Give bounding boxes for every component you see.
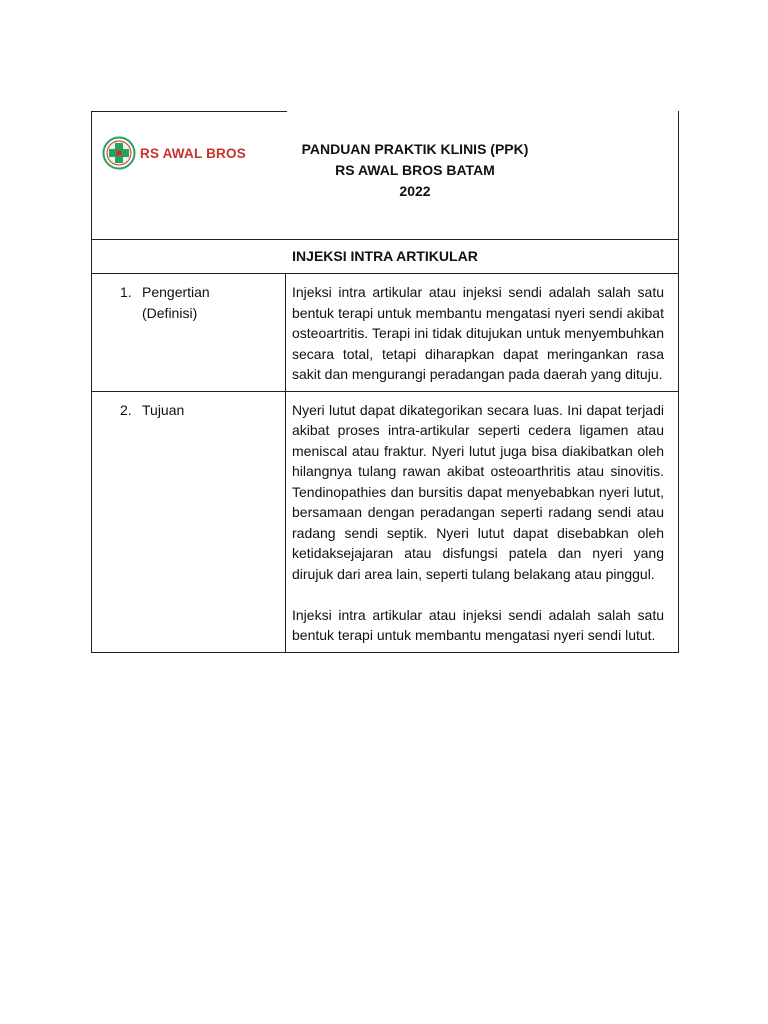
- title-line-1: PANDUAN PRAKTIK KLINIS (PPK): [301, 141, 529, 157]
- row-label-cell: [92, 274, 286, 391]
- row-label-cell: [92, 392, 286, 652]
- row-content-cell: [286, 392, 678, 652]
- row-content-cell: [286, 274, 678, 391]
- title-line-3: 2022: [399, 183, 431, 199]
- ppk-document: [91, 111, 679, 653]
- medical-cross-icon: [102, 136, 136, 170]
- row-label: Pengertian (Definisi): [142, 284, 210, 321]
- row-paragraph: Injeksi intra artikular atau injeksi sendi adalah salah satu bentuk terapi untuk membantu mengatasi nyeri sendi lutut.: [292, 606, 664, 643]
- document-title: [212, 139, 618, 202]
- section-title: INJEKSI INTRA ARTIKULAR: [91, 239, 679, 274]
- table-row: [91, 274, 679, 392]
- table-row: [91, 392, 679, 653]
- row-label: Tujuan: [142, 401, 185, 418]
- document-header: [91, 111, 679, 239]
- row-paragraph: Injeksi intra artikular atau injeksi sendi adalah salah satu bentuk terapi untuk membantu mengatasi nyeri sendi akibat osteoartritis. Terapi ini tidak ditujukan untuk menyembuhkan secara total, tetapi diharapkan dapat meringankan rasa sakit dan mengurangi peradangan pada daerah yang dituju.: [292, 284, 664, 382]
- logo-text: RS AWAL BROS: [140, 145, 246, 161]
- row-paragraph: Nyeri lutut dapat dikategorikan secara luas. Ini dapat terjadi akibat proses intra-artikular seperti cedera ligamen atau meniscal atau fraktur. Nyeri lutut juga bisa diakibatkan oleh hilangnya tulang rawan akibat osteoarthritis atau sinovitis. Tendinopathies dan bursitis dapat menyebabkan nyeri lutut, bersamaan dengan peradangan seperti radang sendi atau radang sendi septik. Nyeri lutut dapat disebabkan oleh ketidaksejajaran atau disfungsi patela dan nyeri yang dirujuk dari area lain, seperti tulang belakang atau pinggul.: [292, 401, 664, 582]
- row-number: 2.: [120, 401, 132, 418]
- title-line-2: RS AWAL BROS BATAM: [335, 162, 495, 178]
- row-number: 1.: [120, 284, 132, 300]
